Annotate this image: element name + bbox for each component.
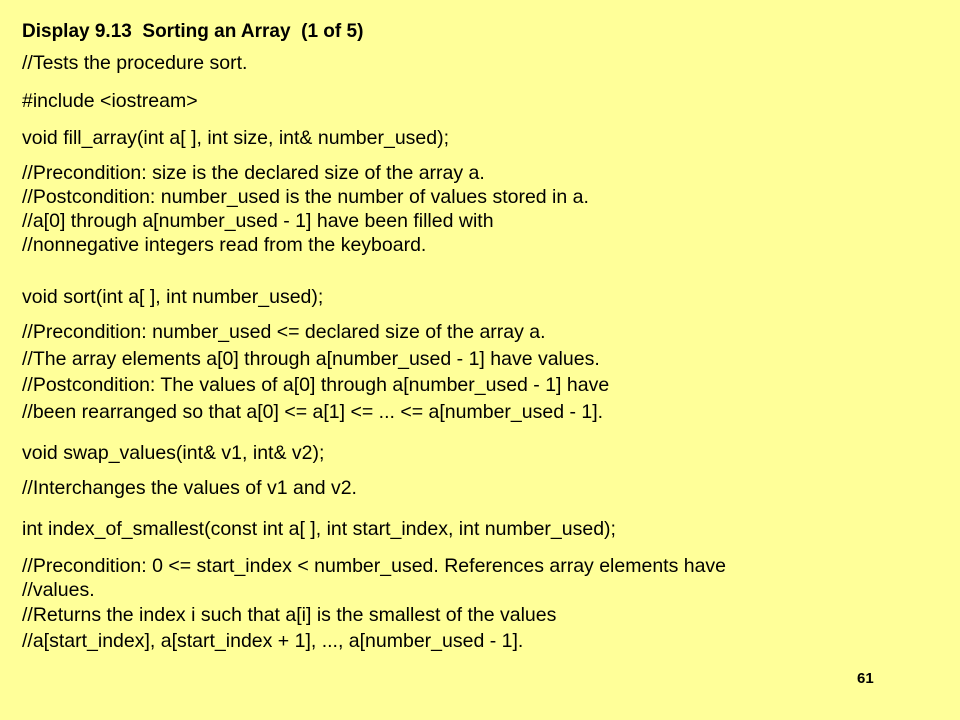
code-line: //Returns the index i such that a[i] is the smallest of the values xyxy=(22,604,557,626)
slide-title: Display 9.13 Sorting an Array (1 of 5) xyxy=(22,21,364,42)
page-number: 61 xyxy=(857,670,874,687)
code-line: //Precondition: 0 <= start_index < number_used. References array elements have xyxy=(22,555,727,577)
code-line: //Postcondition: The values of a[0] through a[number_used - 1] have xyxy=(22,374,610,396)
code-line: //been rearranged so that a[0] <= a[1] <= ... <= a[number_used - 1]. xyxy=(22,401,604,423)
code-line: //Precondition: size is the declared size of the array a. xyxy=(22,162,485,184)
code-line: void fill_array(int a[ ], int size, int& number_used); xyxy=(22,127,450,149)
code-line: #include <iostream> xyxy=(22,90,198,112)
code-line: //Postcondition: number_used is the number of values stored in a. xyxy=(22,186,589,208)
code-line: //a[start_index], a[start_index + 1], ..., a[number_used - 1]. xyxy=(22,630,524,652)
code-line: //The array elements a[0] through a[number_used - 1] have values. xyxy=(22,348,600,370)
code-line: //Tests the procedure sort. xyxy=(22,52,248,74)
code-line: int index_of_smallest(const int a[ ], int start_index, int number_used); xyxy=(22,518,616,540)
code-line: //nonnegative integers read from the keyboard. xyxy=(22,234,427,256)
code-line: //Precondition: number_used <= declared size of the array a. xyxy=(22,321,546,343)
code-line: void sort(int a[ ], int number_used); xyxy=(22,286,324,308)
code-line: //Interchanges the values of v1 and v2. xyxy=(22,477,357,499)
code-line: //a[0] through a[number_used - 1] have been filled with xyxy=(22,210,494,232)
code-line: //values. xyxy=(22,579,95,601)
code-line: void swap_values(int& v1, int& v2); xyxy=(22,442,325,464)
